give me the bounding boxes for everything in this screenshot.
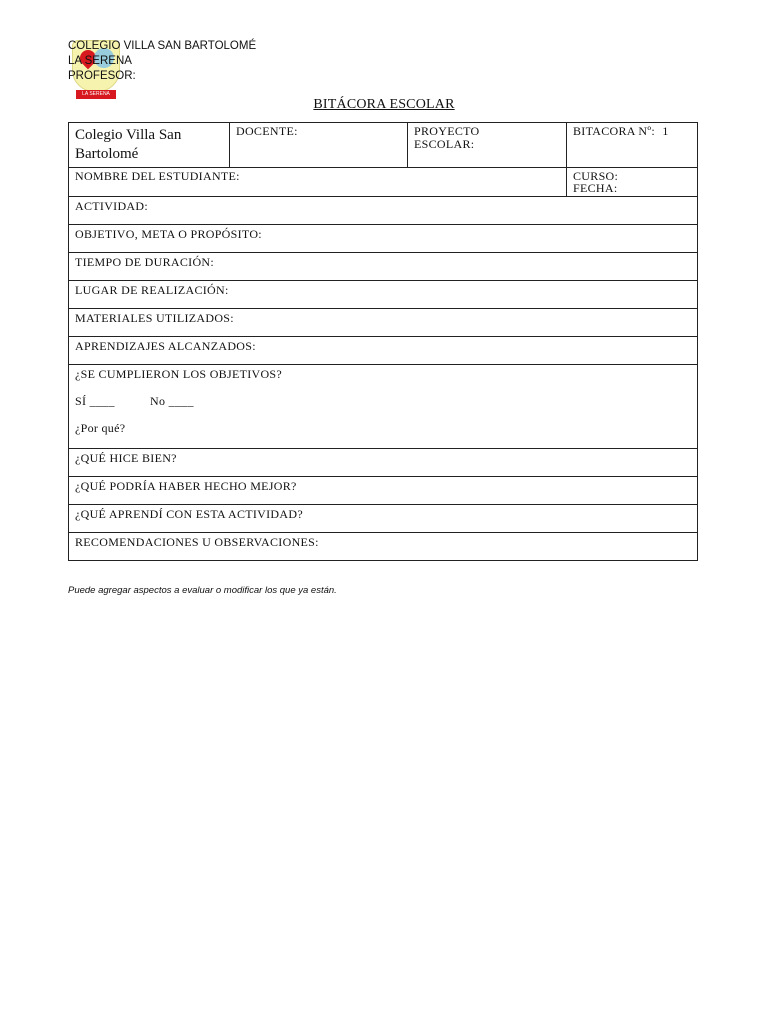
fecha-label: FECHA: xyxy=(573,181,618,195)
student-cell[interactable] xyxy=(69,168,566,196)
school-cell-text: Colegio Villa San Bartolomé xyxy=(75,127,182,162)
logbook-form xyxy=(68,122,698,561)
lugar-row[interactable] xyxy=(69,281,697,309)
proyecto-cell[interactable] xyxy=(407,123,566,167)
si-blank: SÍ ____ xyxy=(75,394,115,408)
mejor-label: ¿QUÉ PODRÍA HABER HECHO MEJOR? xyxy=(75,479,297,493)
docente-cell[interactable] xyxy=(229,123,407,167)
document-title: BITÁCORA ESCOLAR xyxy=(313,97,455,112)
proyecto-label: PROYECTO ESCOLAR: xyxy=(414,124,480,151)
materiales-label: MATERIALES UTILIZADOS: xyxy=(75,311,234,325)
footnote: Puede agregar aspectos a evaluar o modificar los que ya están. xyxy=(68,585,337,596)
teacher-label: PROFESOR: xyxy=(68,70,136,82)
bitacora-cell[interactable] xyxy=(566,123,697,167)
porque-label: ¿Por qué? xyxy=(75,421,126,435)
aprendizajes-label: APRENDIZAJES ALCANZADOS: xyxy=(75,339,256,353)
curso-fecha-cell[interactable] xyxy=(566,168,697,196)
logo-ribbon: LA SERENA xyxy=(76,90,116,99)
bitacora-number-label: BITACORA Nº: xyxy=(573,124,656,138)
objetivo-row[interactable] xyxy=(69,225,697,253)
recomendaciones-label: RECOMENDACIONES U OBSERVACIONES: xyxy=(75,535,319,549)
cumplieron-row[interactable] xyxy=(69,365,697,449)
curso-label: CURSO: xyxy=(573,169,619,183)
aprendi-label: ¿QUÉ APRENDÍ CON ESTA ACTIVIDAD? xyxy=(75,507,303,521)
hice-bien-row[interactable] xyxy=(69,449,697,477)
student-label: NOMBRE DEL ESTUDIANTE: xyxy=(75,169,240,183)
recomendaciones-row[interactable] xyxy=(69,533,697,560)
objetivo-label: OBJETIVO, META O PROPÓSITO: xyxy=(75,227,262,241)
mejor-row[interactable] xyxy=(69,477,697,505)
city-heading: LA SERENA xyxy=(68,55,132,67)
aprendizajes-row[interactable] xyxy=(69,337,697,365)
bitacora-label xyxy=(573,125,669,138)
school-name-heading: COLEGIO VILLA SAN BARTOLOMÉ xyxy=(68,40,257,52)
tiempo-label: TIEMPO DE DURACIÓN: xyxy=(75,255,215,269)
docente-label: DOCENTE: xyxy=(236,124,298,138)
cumplieron-label: ¿SE CUMPLIERON LOS OBJETIVOS? xyxy=(75,367,283,381)
school-cell xyxy=(69,123,229,167)
materiales-row[interactable] xyxy=(69,309,697,337)
actividad-row[interactable] xyxy=(69,197,697,225)
form-header-row xyxy=(69,123,697,168)
lugar-label: LUGAR DE REALIZACIÓN: xyxy=(75,283,229,297)
actividad-label: ACTIVIDAD: xyxy=(75,199,148,213)
student-row xyxy=(69,168,697,197)
tiempo-row[interactable] xyxy=(69,253,697,281)
aprendi-row[interactable] xyxy=(69,505,697,533)
bitacora-number-value: 1 xyxy=(662,124,669,138)
hice-bien-label: ¿QUÉ HICE BIEN? xyxy=(75,451,177,465)
no-blank: No ____ xyxy=(150,394,194,408)
